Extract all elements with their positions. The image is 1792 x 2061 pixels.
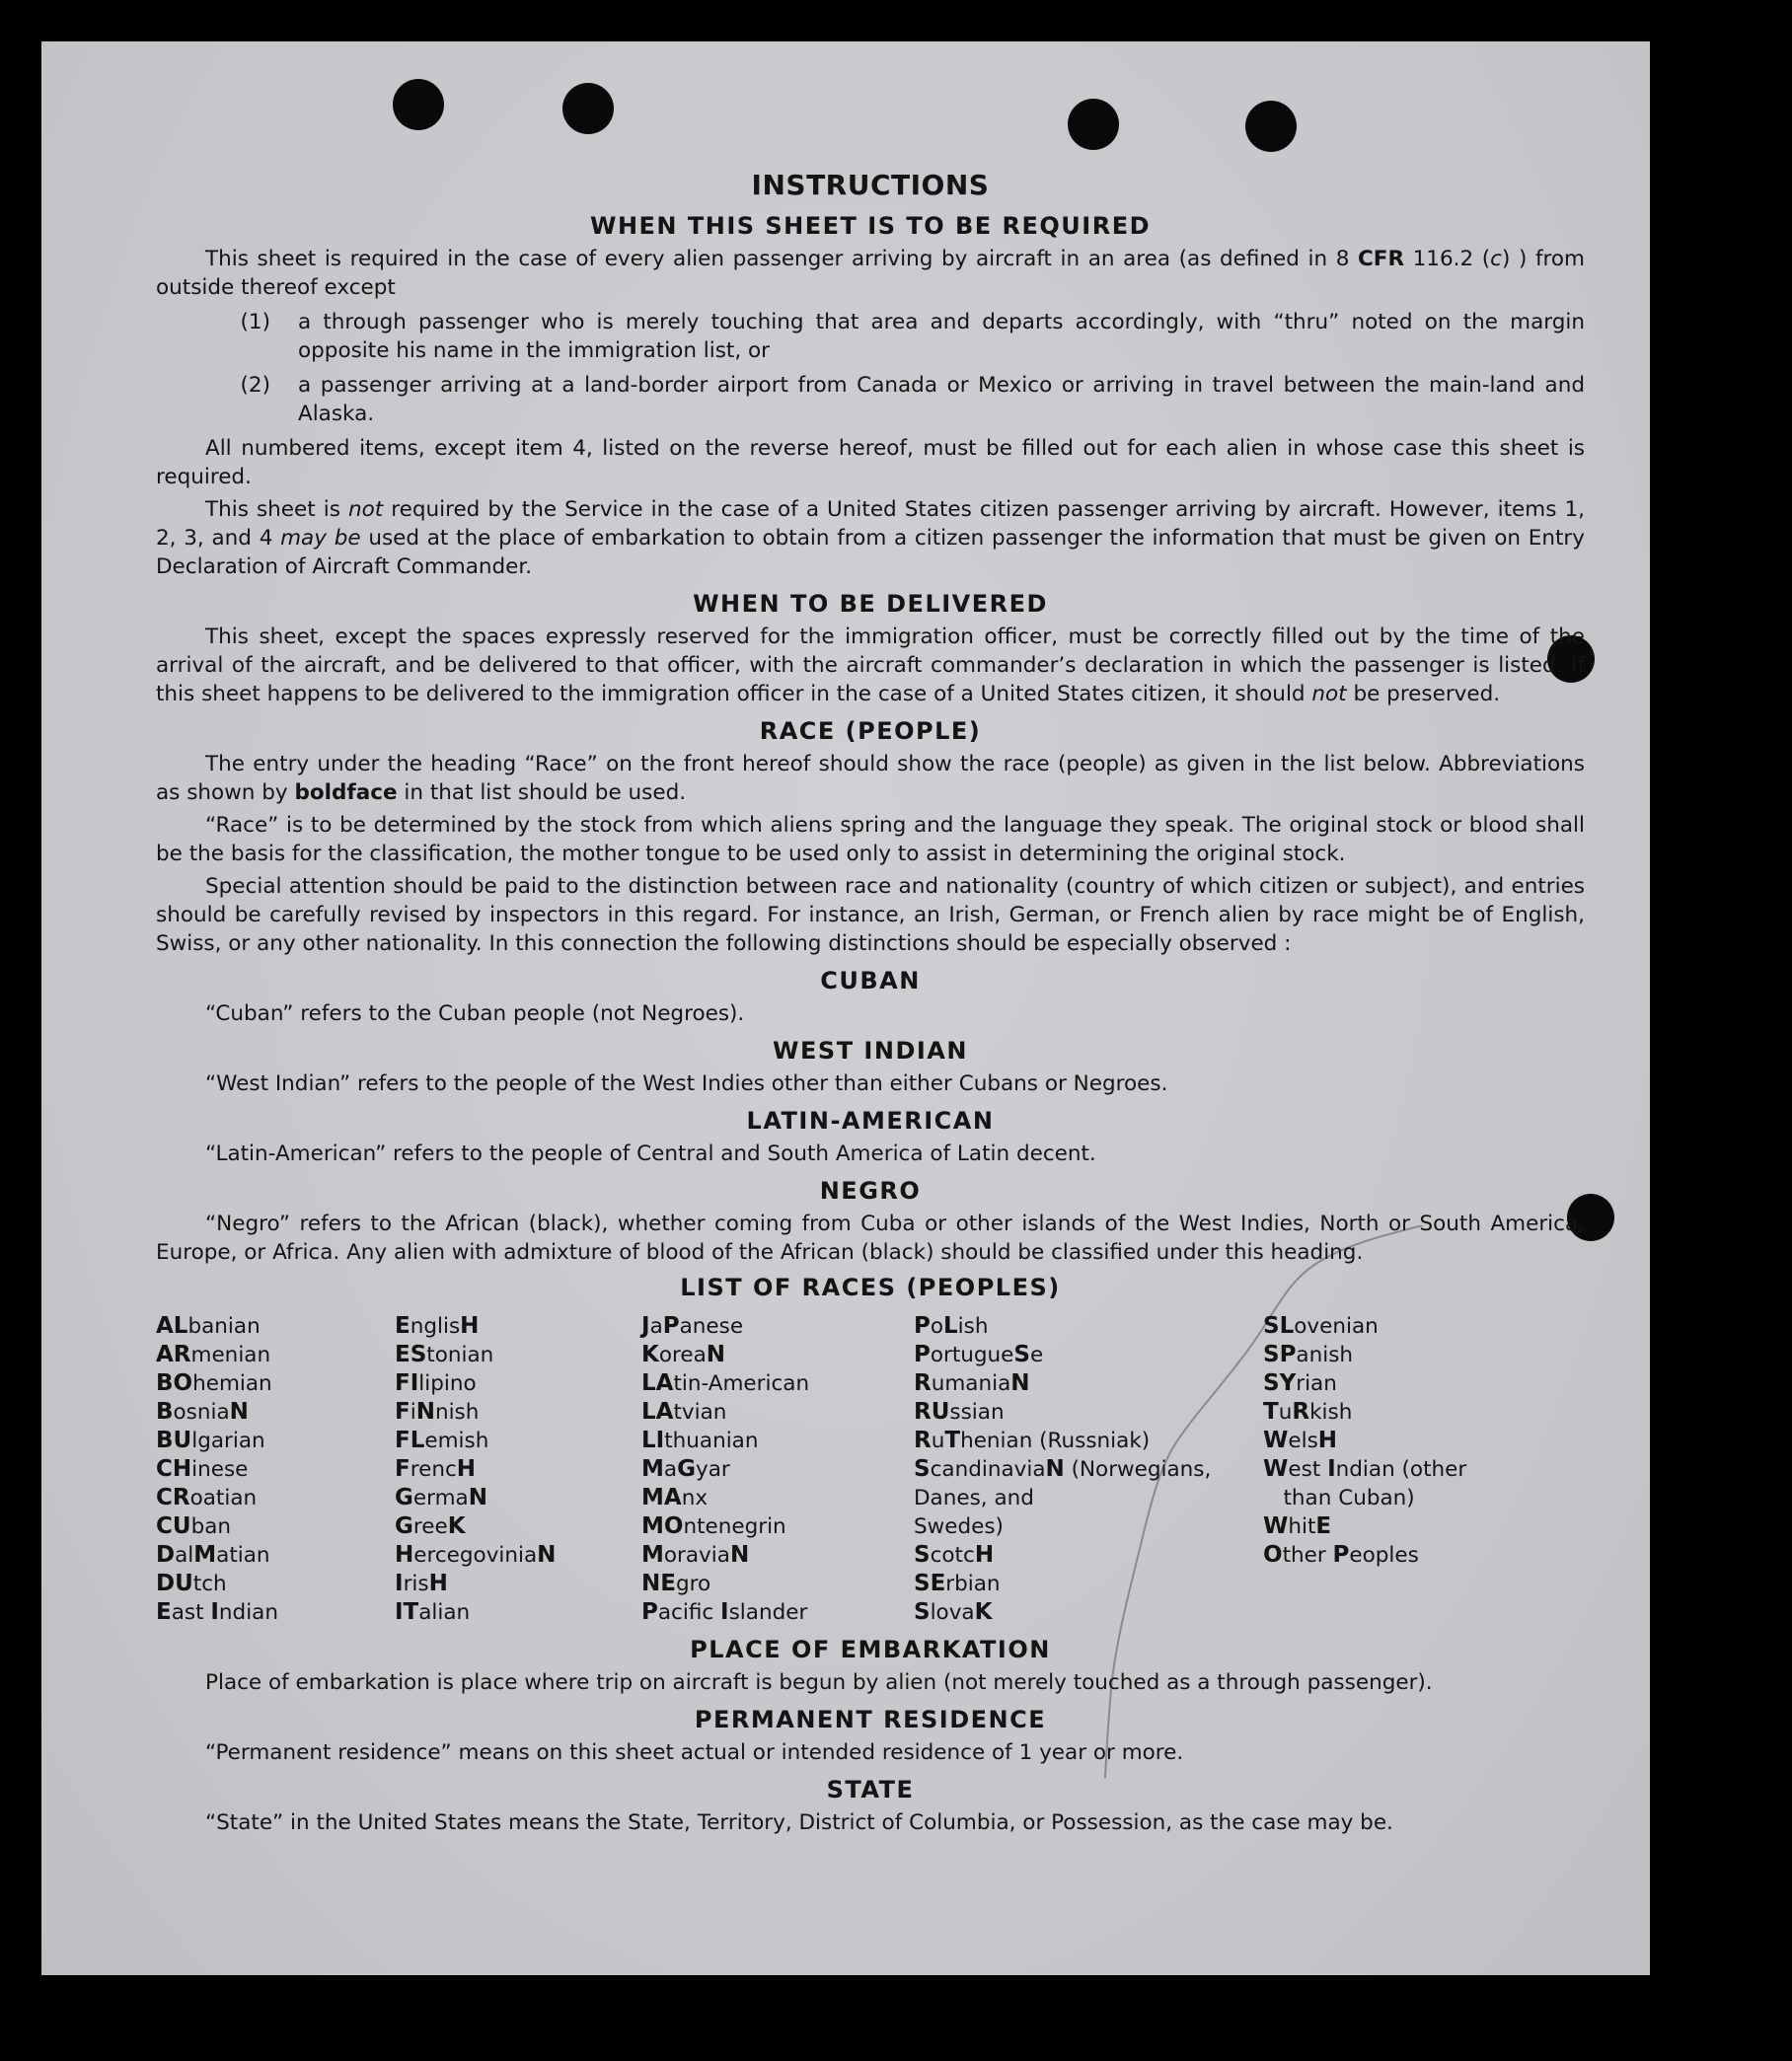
race-entry: LIthuanian <box>641 1428 759 1453</box>
section-heading-race: RACE (PEOPLE) <box>759 717 982 745</box>
race-entry: West Indian (other <box>1263 1456 1467 1482</box>
race-entry: SPanish <box>1263 1342 1354 1367</box>
section-heading-residence: PERMANENT RESIDENCE <box>694 1706 1047 1733</box>
race-entry: NEgro <box>641 1571 711 1596</box>
race-entry: LAtvian <box>641 1399 727 1425</box>
races-column <box>156 1312 395 1627</box>
section-heading-when-required: WHEN THIS SHEET IS TO BE REQUIRED <box>589 212 1152 240</box>
race-entry: WelsH <box>1263 1428 1338 1453</box>
race-entry: CRoatian <box>156 1485 258 1510</box>
race-entry: ITalian <box>395 1599 471 1625</box>
paragraph-latin-american: “Latin-American” refers to the people of Central and South America of Latin decent. <box>205 1141 1096 1166</box>
section-heading-cuban: CUBAN <box>820 967 921 994</box>
race-entry: FIlipino <box>395 1370 477 1396</box>
race-entry: MAnx <box>641 1485 709 1510</box>
race-entry: DUtch <box>156 1571 227 1596</box>
race-entry: FiNnish <box>395 1399 480 1425</box>
race-entry: ScotcH <box>914 1542 995 1568</box>
document-sheet <box>41 41 1650 1975</box>
race-entry: FrencH <box>395 1456 477 1482</box>
section-heading-latin-american: LATIN-AMERICAN <box>746 1107 995 1135</box>
section-heading-negro: NEGRO <box>819 1177 922 1205</box>
races-column <box>1263 1312 1520 1627</box>
exception-item: (1) a through passenger who is merely touching that area and departs accordingly, with “thru” noted on the margin opposite his name in the immigration list, or <box>240 310 1585 363</box>
section-heading-state: STATE <box>826 1776 915 1803</box>
race-entry: WhitE <box>1263 1513 1332 1539</box>
race-entry: Danes, and <box>914 1486 1034 1510</box>
page-title: INSTRUCTIONS <box>751 169 990 201</box>
race-entry: MaGyar <box>641 1456 730 1482</box>
race-entry: MoraviaN <box>641 1542 750 1568</box>
punch-hole <box>393 79 444 130</box>
race-entry: East Indian <box>156 1599 278 1625</box>
race-entry: than Cuban) <box>1263 1486 1415 1510</box>
race-entry: CUban <box>156 1513 232 1539</box>
race-entry: Swedes) <box>914 1514 1004 1539</box>
paragraph-state: “State” in the United States means the State, Territory, District of Columbia, or Possession, as the case may be. <box>205 1810 1393 1835</box>
races-column <box>395 1312 641 1627</box>
section-heading-delivery: WHEN TO BE DELIVERED <box>693 590 1048 618</box>
race-entry: FLemish <box>395 1428 489 1453</box>
races-column <box>641 1312 914 1627</box>
race-entry: JaPanese <box>641 1313 744 1339</box>
instructions-content <box>156 168 1585 1841</box>
race-entry: EnglisH <box>395 1313 480 1339</box>
race-entry: TuRkish <box>1263 1399 1353 1425</box>
races-column <box>914 1312 1263 1627</box>
race-entry: ALbanian <box>156 1313 261 1339</box>
race-entry: ARmenian <box>156 1342 271 1367</box>
race-entry: BUlgarian <box>156 1428 265 1453</box>
race-entry: CHinese <box>156 1456 249 1482</box>
paragraph-race-entry: The entry under the heading “Race” on the front hereof should show the race (people) as given in the list below. Abbreviations as shown by boldface in that list should be used. <box>156 752 1585 805</box>
race-entry: MOntenegrin <box>641 1513 786 1539</box>
paragraph-citizen: This sheet is not required by the Service in the case of a United States citizen passenger arriving by aircraft. However, items 1, 2, 3, and 4 may be used at the place of embarkation to obtain from a citizen passenger the information that must be given on Entry Declaration of Aircraft Commander. <box>156 497 1585 579</box>
race-entry: GreeK <box>395 1513 466 1539</box>
race-entry: HercegoviniaN <box>395 1542 557 1568</box>
race-entry: BOhemian <box>156 1370 272 1396</box>
paragraph-residence: “Permanent residence” means on this sheet actual or intended residence of 1 year or more. <box>205 1740 1184 1765</box>
race-entry: SErbian <box>914 1571 1001 1596</box>
punch-hole <box>1068 99 1119 150</box>
race-entry: BosniaN <box>156 1399 249 1425</box>
race-entry: Pacific Islander <box>641 1599 808 1625</box>
paragraph-delivery: This sheet, except the spaces expressly reserved for the immigration officer, must be correctly filled out by the time of the arrival of the aircraft, and be delivered to that officer, with the aircraft commander’s declaration in which the passenger is listed. If this sheet happens to be delivered to the immigration officer in the case of a United States citizen, it should not be preserved. <box>156 625 1585 706</box>
section-heading-list-of-races: LIST OF RACES (PEOPLES) <box>680 1274 1061 1301</box>
section-heading-embarkation: PLACE OF EMBARKATION <box>690 1636 1051 1663</box>
race-entry: IrisH <box>395 1571 448 1596</box>
race-entry: KoreaN <box>641 1342 726 1367</box>
punch-hole <box>562 83 614 134</box>
exception-item: (2) a passenger arriving at a land-border airport from Canada or Mexico or arriving in travel between the main-land and Alaska. <box>240 373 1585 426</box>
paragraph-cuban: “Cuban” refers to the Cuban people (not Negroes). <box>205 1001 745 1026</box>
race-entry: PoLish <box>914 1313 989 1339</box>
paragraph-west-indian: “West Indian” refers to the people of the West Indies other than either Cubans or Negroes. <box>205 1071 1168 1096</box>
race-entry: RumaniaN <box>914 1370 1030 1396</box>
section-heading-west-indian: WEST INDIAN <box>773 1037 968 1065</box>
race-entry: SLovenian <box>1263 1313 1379 1339</box>
race-entry: DalMatian <box>156 1542 270 1568</box>
paragraph-race-stock: “Race” is to be determined by the stock from which aliens spring and the language they speak. The original stock or blood shall be the basis for the classification, the mother tongue to be used only to assist in determining the original stock. <box>156 813 1585 866</box>
race-entry: RUssian <box>914 1399 1005 1425</box>
paragraph-embarkation: Place of embarkation is place where trip on aircraft is begun by alien (not merely touched as a through passenger). <box>205 1670 1433 1695</box>
paragraph-intro: This sheet is required in the case of every alien passenger arriving by aircraft in an area (as defined in 8 CFR 116.2 (c) ) from outside thereof except <box>156 247 1585 300</box>
race-entry: ScandinaviaN (Norwegians, <box>914 1456 1212 1482</box>
race-entry: GermaN <box>395 1485 487 1510</box>
race-entry: PortugueSe <box>914 1342 1044 1367</box>
paragraph-race-nationality: Special attention should be paid to the distinction between race and nationality (country of which citizen or subject), and entries should be carefully revised by inspectors in this regard. For instance, an Irish, German, or French alien by race might be of English, Swiss, or any other nationality. In this connection the following distinctions should be especially observed : <box>156 874 1585 956</box>
race-entry: RuThenian (Russniak) <box>914 1428 1151 1453</box>
race-entry: SlovaK <box>914 1599 993 1625</box>
paragraph-numbered-items: All numbered items, except item 4, listed on the reverse hereof, must be filled out for each alien in whose case this sheet is required. <box>156 436 1585 489</box>
race-entry: LAtin-American <box>641 1370 810 1396</box>
races-list <box>156 1312 1585 1627</box>
paragraph-negro: “Negro” refers to the African (black), whether coming from Cuba or other islands of the West Indies, North or South America, Europe, or Africa. Any alien with admixture of blood of the African (black) should be classified under this heading. <box>156 1212 1585 1265</box>
race-entry: Other Peoples <box>1263 1542 1419 1568</box>
race-entry: EStonian <box>395 1342 494 1367</box>
race-entry: SYrian <box>1263 1370 1337 1396</box>
punch-hole <box>1245 101 1297 152</box>
